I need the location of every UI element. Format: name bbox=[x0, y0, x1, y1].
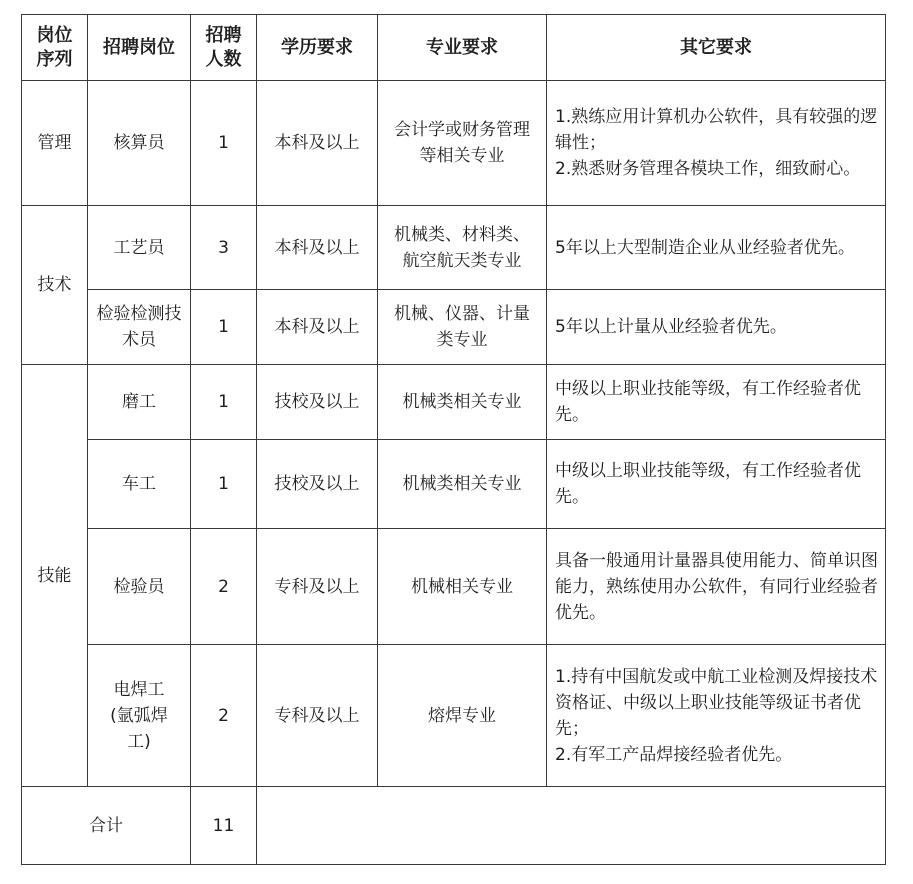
count-cell: 1 bbox=[191, 365, 257, 440]
major-cell: 机械、仪器、计量类专业 bbox=[378, 290, 547, 365]
header-row bbox=[22, 15, 886, 81]
position-cell: 磨工 bbox=[88, 365, 191, 440]
position-cell: 车工 bbox=[88, 440, 191, 529]
position-cell: 检验检测技术员 bbox=[88, 290, 191, 365]
count-cell: 2 bbox=[191, 529, 257, 645]
education-cell: 专科及以上 bbox=[257, 645, 378, 787]
table-row bbox=[22, 645, 886, 787]
other-cell: 中级以上职业技能等级，有工作经验者优先。 bbox=[547, 440, 886, 529]
major-cell: 机械类、材料类、航空航天类专业 bbox=[378, 206, 547, 290]
recruitment-table bbox=[21, 14, 886, 865]
category-cell: 技能 bbox=[22, 365, 88, 787]
position-cell: 工艺员 bbox=[88, 206, 191, 290]
header-other: 其它要求 bbox=[547, 15, 886, 81]
table-row bbox=[22, 290, 886, 365]
education-cell: 专科及以上 bbox=[257, 529, 378, 645]
major-cell: 会计学或财务管理等相关专业 bbox=[378, 81, 547, 206]
total-label: 合计 bbox=[22, 787, 191, 865]
major-cell: 机械类相关专业 bbox=[378, 440, 547, 529]
position-cell: 检验员 bbox=[88, 529, 191, 645]
education-cell: 技校及以上 bbox=[257, 365, 378, 440]
position-cell: 核算员 bbox=[88, 81, 191, 206]
header-education: 学历要求 bbox=[257, 15, 378, 81]
education-cell: 技校及以上 bbox=[257, 440, 378, 529]
other-cell: 中级以上职业技能等级，有工作经验者优先。 bbox=[547, 365, 886, 440]
total-row bbox=[22, 787, 886, 865]
category-cell: 管理 bbox=[22, 81, 88, 206]
major-cell: 熔焊专业 bbox=[378, 645, 547, 787]
table-row bbox=[22, 206, 886, 290]
header-count: 招聘 人数 bbox=[191, 15, 257, 81]
count-cell: 1 bbox=[191, 440, 257, 529]
count-cell: 1 bbox=[191, 81, 257, 206]
education-cell: 本科及以上 bbox=[257, 81, 378, 206]
other-cell: 具备一般通用计量器具使用能力、简单识图能力，熟练使用办公软件，有同行业经验者优先。 bbox=[547, 529, 886, 645]
count-cell: 1 bbox=[191, 290, 257, 365]
table-row bbox=[22, 365, 886, 440]
major-cell: 机械类相关专业 bbox=[378, 365, 547, 440]
table-row bbox=[22, 81, 886, 206]
header-position: 招聘岗位 bbox=[88, 15, 191, 81]
other-cell: 5年以上大型制造企业从业经验者优先。 bbox=[547, 206, 886, 290]
category-cell: 技术 bbox=[22, 206, 88, 365]
table-row bbox=[22, 440, 886, 529]
count-cell: 3 bbox=[191, 206, 257, 290]
header-category: 岗位 序列 bbox=[22, 15, 88, 81]
total-count: 11 bbox=[191, 787, 257, 865]
table-row bbox=[22, 529, 886, 645]
education-cell: 本科及以上 bbox=[257, 206, 378, 290]
other-cell: 1.持有中国航发或中航工业检测及焊接技术资格证、中级以上职业技能等级证书者优先； 2.有军工产品焊接经验者优先。 bbox=[547, 645, 886, 787]
count-cell: 2 bbox=[191, 645, 257, 787]
education-cell: 本科及以上 bbox=[257, 290, 378, 365]
header-major: 专业要求 bbox=[378, 15, 547, 81]
position-cell: 电焊工 (氩弧焊 工) bbox=[88, 645, 191, 787]
other-cell: 1.熟练应用计算机办公软件，具有较强的逻辑性； 2.熟悉财务管理各模块工作，细致耐心。 bbox=[547, 81, 886, 206]
total-remark bbox=[257, 787, 886, 865]
major-cell: 机械相关专业 bbox=[378, 529, 547, 645]
other-cell: 5年以上计量从业经验者优先。 bbox=[547, 290, 886, 365]
